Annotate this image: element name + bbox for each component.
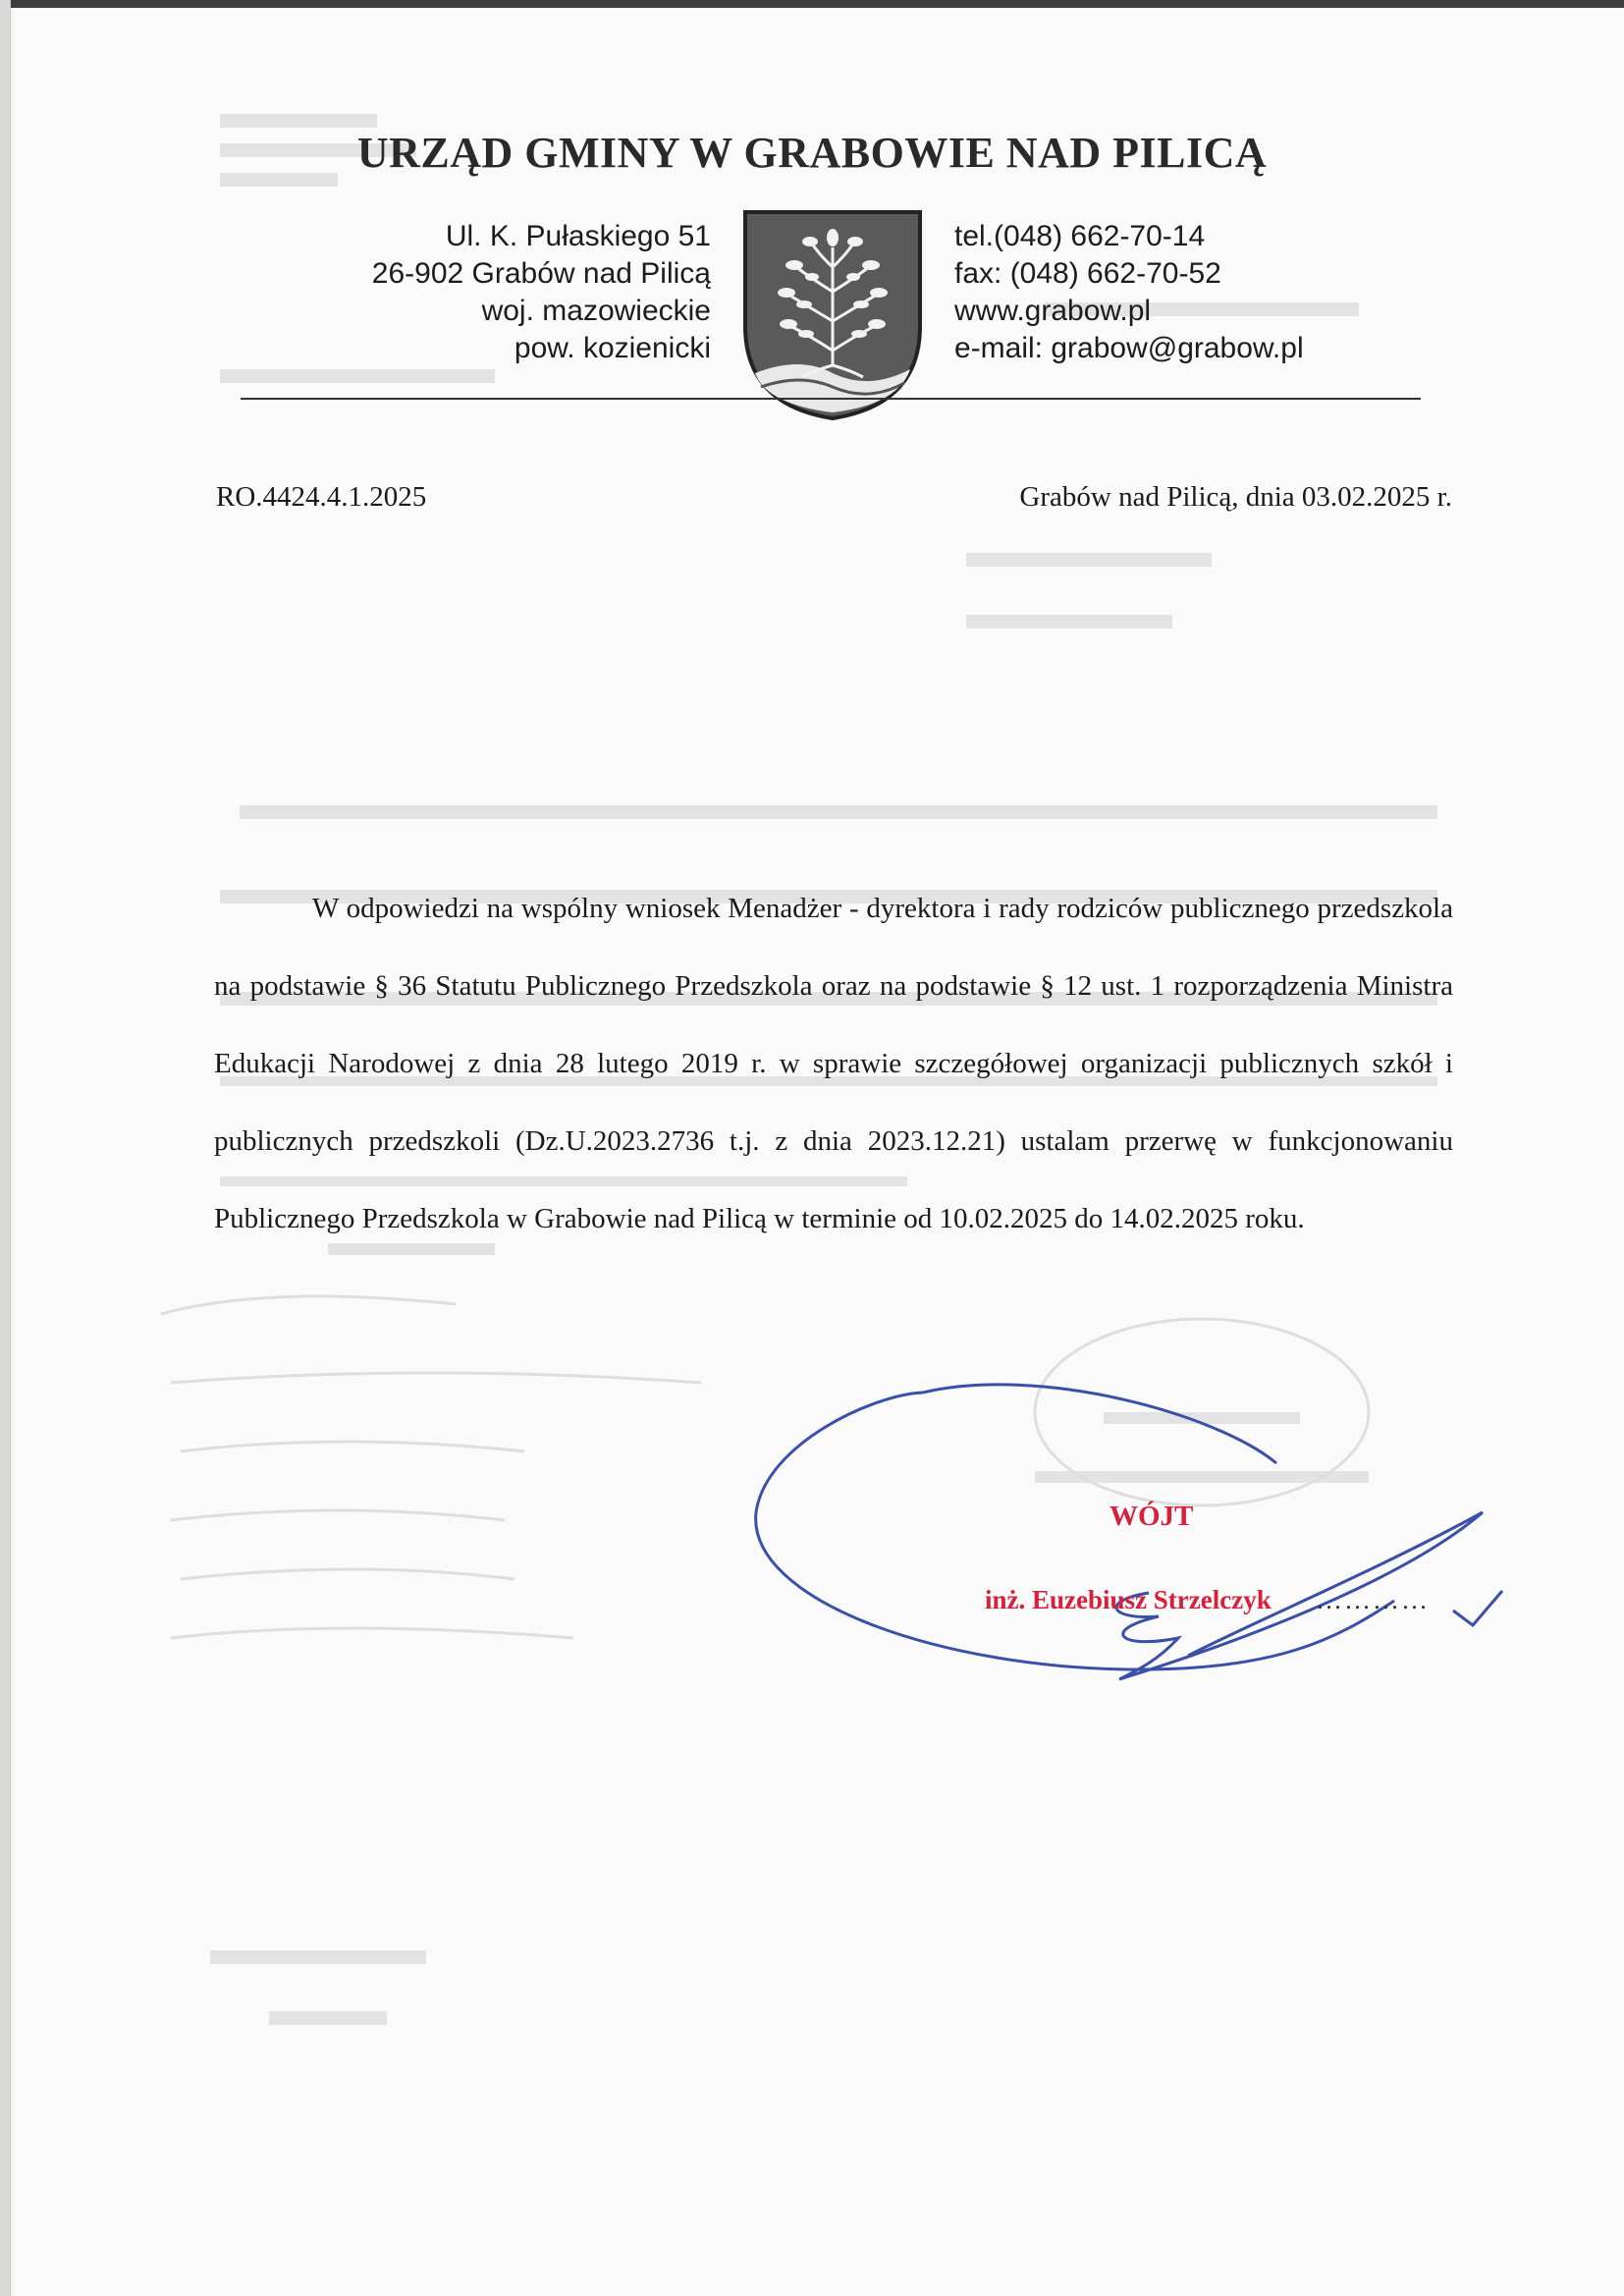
letter-body [214, 870, 1453, 1258]
address-city: 26-902 Grabów nad Pilicą [371, 257, 711, 290]
signatory-name: inż. Euzebiusz Strzelczyk [985, 1585, 1272, 1614]
contact-fax: fax: (048) 662-70-52 [954, 257, 1221, 290]
place-and-date: Grabów nad Pilicą, dnia 03.02.2025 r. [1019, 481, 1452, 513]
header-divider [241, 398, 1421, 400]
signature-line-dots: ………… [1316, 1585, 1430, 1614]
reference-number: RO.4424.4.1.2025 [216, 481, 427, 513]
tree-coat-of-arms-icon [741, 208, 924, 422]
contact-website: www.grabow.pl [954, 295, 1152, 327]
contact-email: e-mail: grabow@grabow.pl [954, 332, 1304, 364]
contact-phone: tel.(048) 662-70-14 [954, 220, 1206, 252]
address-county: pow. kozienicki [514, 332, 711, 364]
office-address [372, 218, 711, 367]
scan-top-edge [0, 0, 1624, 8]
address-street: Ul. K. Pułaskiego 51 [445, 220, 711, 252]
office-contact [954, 218, 1304, 367]
scan-left-edge [0, 0, 11, 2296]
address-voivodeship: woj. mazowieckie [481, 295, 711, 327]
body-paragraph: W odpowiedzi na wspólny wniosek Menadżer - dyrektora i rady rodziców publicznego przedszkola na podstawie § 36 Statutu Publicznego Przedszkola oraz na podstawie § 12 ust. 1 rozporządzenia Ministra Edukacji Narodowej z dnia 28 lutego 2019 r. w sprawie szczegółowej organizacji publicznych szkół i publicznych przedszkoli (Dz.U.2023.2736 t.j. z dnia 2023.12.21) ustalam przerwę w funkcjonowaniu Publicznego Przedszkola w Grabowie nad Pilicą w terminie od 10.02.2025 do 14.02.2025 roku. [214, 893, 1453, 1234]
signatory-title: WÓJT [1110, 1501, 1194, 1532]
office-name-heading: URZĄD GMINY W GRABOWIE NAD PILICĄ [356, 129, 1268, 177]
